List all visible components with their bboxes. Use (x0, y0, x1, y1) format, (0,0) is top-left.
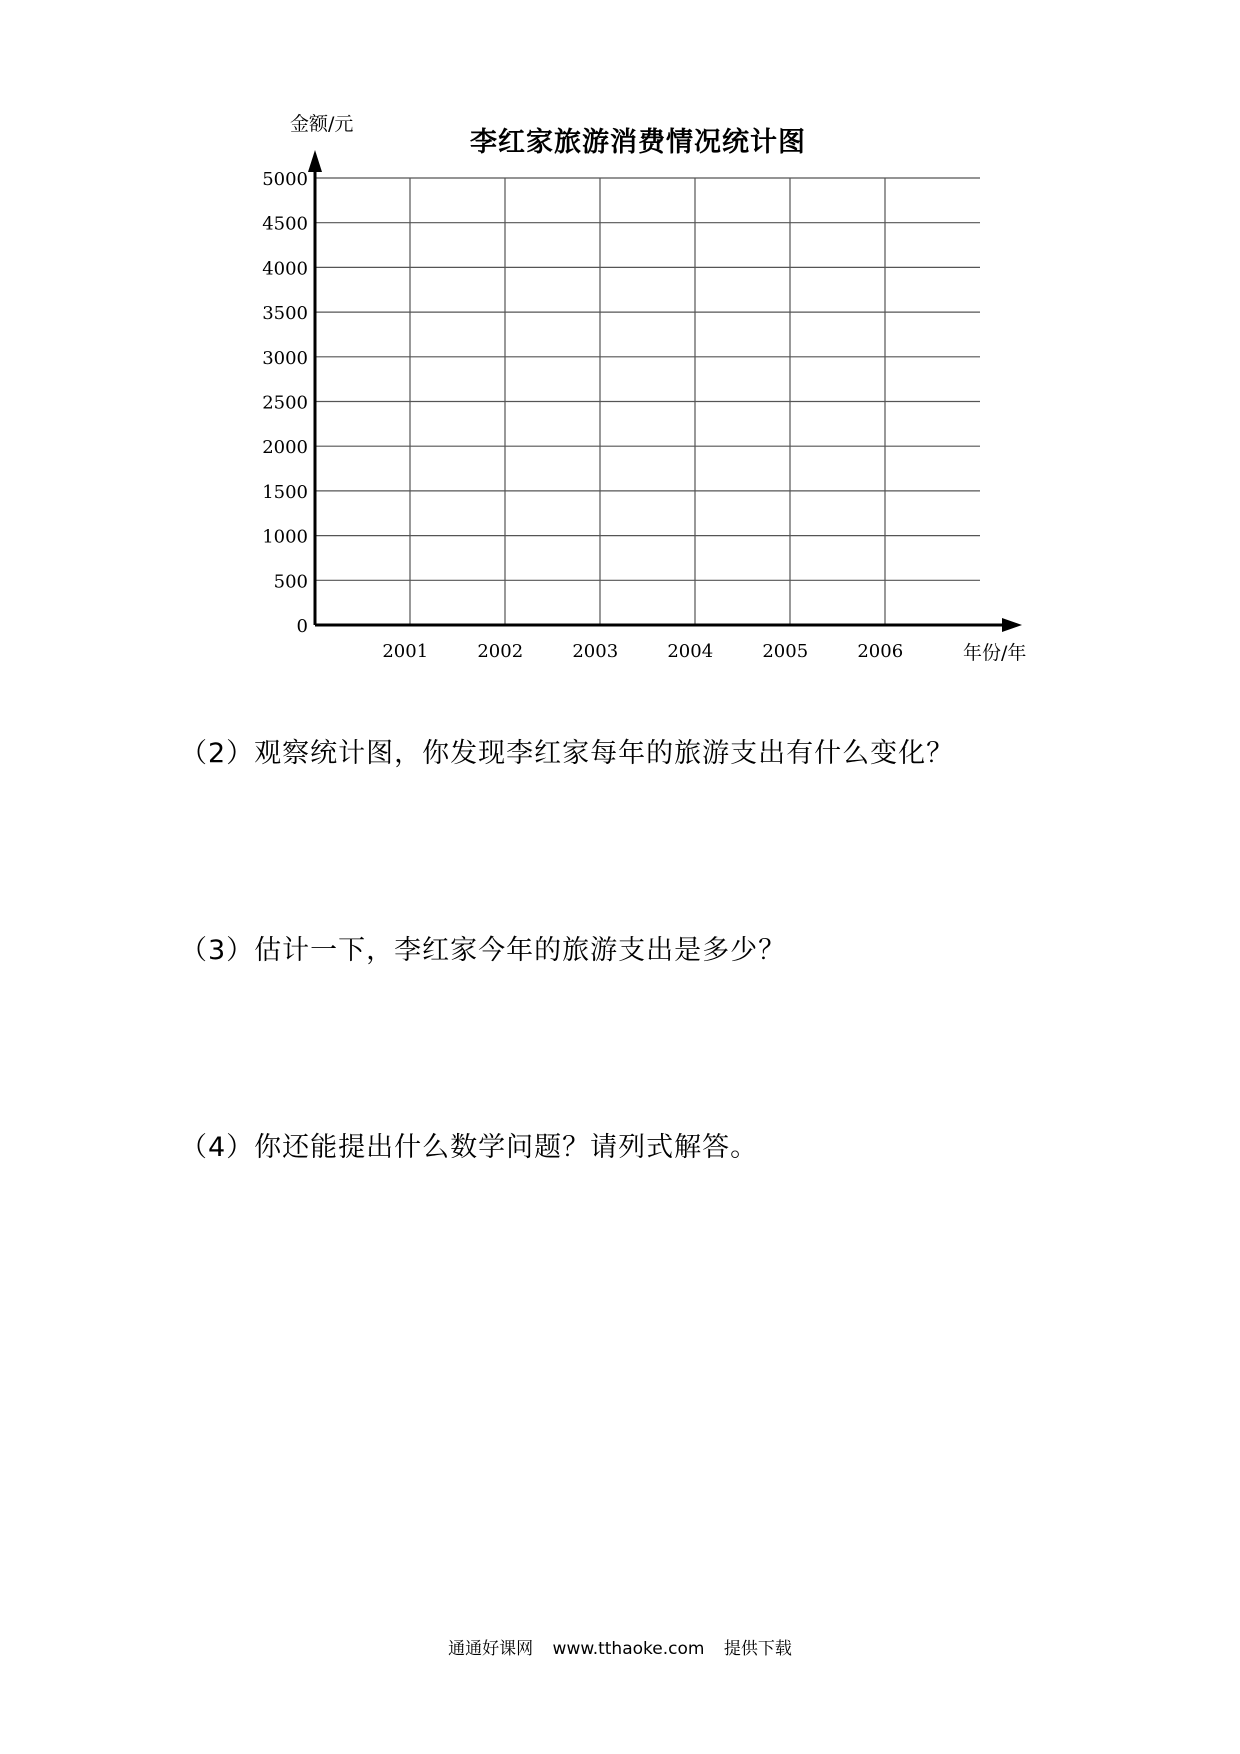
question-3: （3）估计一下，李红家今年的旅游支出是多少？ (180, 935, 787, 966)
line-chart (0, 0, 1240, 700)
y-tick-label: 1000 (262, 526, 308, 548)
y-tick-label: 5000 (262, 169, 308, 190)
x-tick-label: 2001 (382, 641, 429, 662)
footer-suffix: 提供下载 (723, 1639, 792, 1659)
question-4: （4）你还能提出什么数学问题？请列式解答。 (180, 1132, 759, 1163)
x-tick-label: 2002 (477, 641, 524, 662)
y-tick-label: 3000 (262, 347, 308, 369)
y-tick-label: 3500 (262, 303, 308, 325)
x-axis-label: 年份/年 (963, 642, 1027, 664)
y-axis-arrow (308, 150, 322, 172)
footer-site-name: 通通好课网 (448, 1639, 534, 1659)
y-tick-label: 0 (296, 616, 308, 637)
y-axis-label: 金额/元 (290, 113, 354, 135)
footer-url[interactable]: www.tthaoke.com (552, 1639, 705, 1659)
y-tick-label: 500 (273, 571, 308, 593)
y-tick-label: 4500 (262, 213, 308, 235)
x-tick-label: 2003 (572, 641, 619, 662)
chart-grid (0, 0, 1240, 700)
y-tick-label: 4000 (262, 258, 308, 280)
x-tick-label: 2004 (667, 641, 714, 662)
chart-title: 李红家旅游消费情况统计图 (470, 127, 806, 158)
x-tick-label: 2005 (762, 641, 809, 662)
y-tick-label: 1500 (262, 481, 308, 503)
x-tick-label: 2006 (857, 641, 904, 662)
question-2: （2）观察统计图，你发现李红家每年的旅游支出有什么变化？ (180, 738, 955, 769)
y-tick-label: 2500 (262, 392, 308, 414)
x-axis-arrow (1002, 618, 1022, 632)
y-tick-label: 2000 (262, 437, 308, 459)
page-footer (0, 1634, 1240, 1659)
